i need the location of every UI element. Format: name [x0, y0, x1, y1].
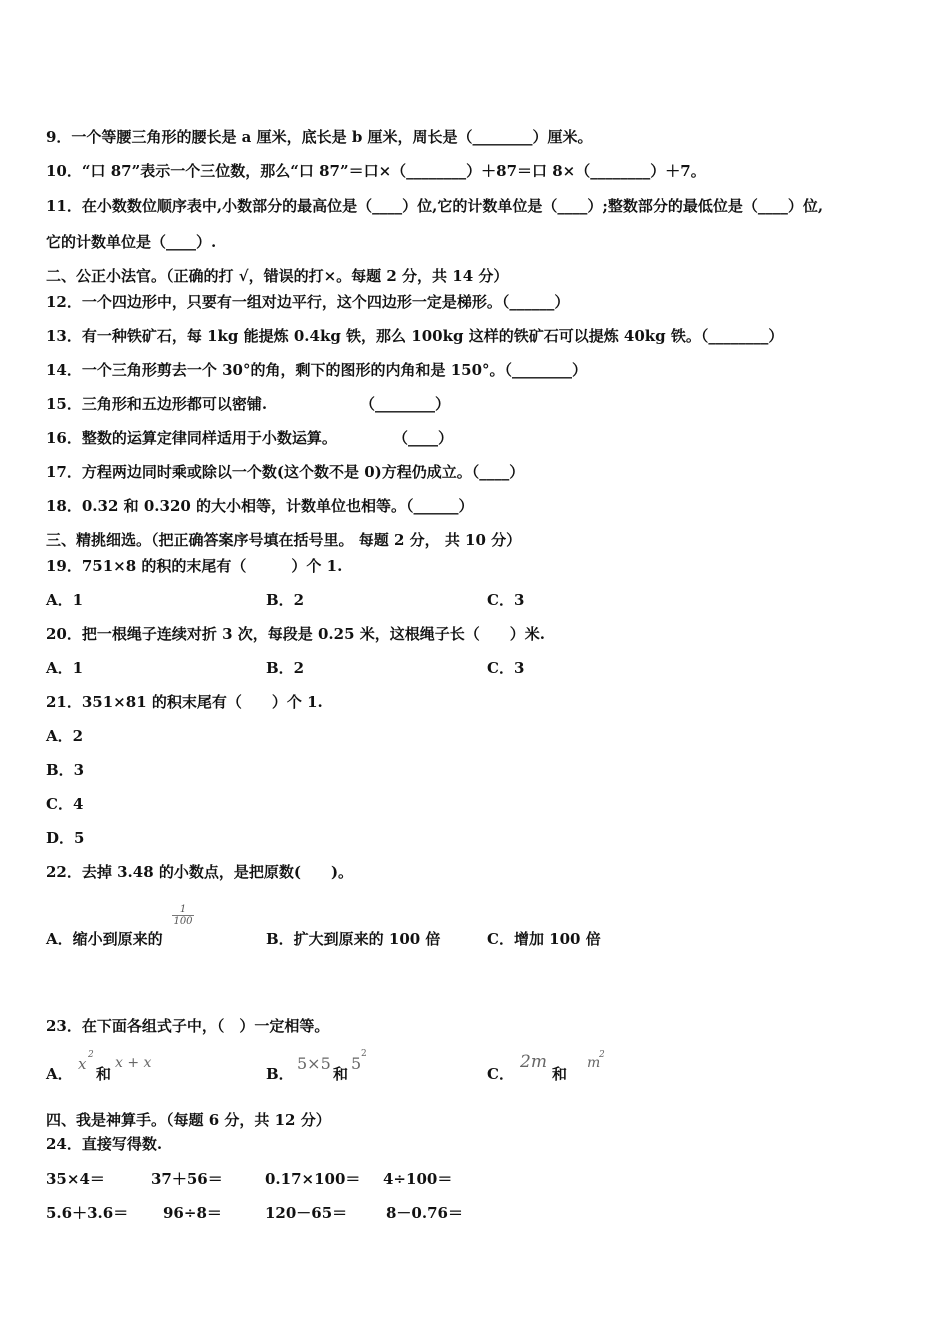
question-16: 16．整数的运算定律同样适用于小数运算。 — [46, 429, 337, 447]
q23-a-and: 和 — [96, 1065, 112, 1083]
q20-option-c: C．3 — [487, 659, 525, 677]
q19-option-c: C．3 — [487, 591, 525, 609]
section-4-heading: 四、我是神算手。（每题 6 分，共 12 分） — [46, 1111, 331, 1129]
q23-b-product: 5×5 — [297, 1054, 331, 1073]
q23-c-m: m — [587, 1055, 601, 1071]
question-11-line2: 它的计数单位是（____）. — [46, 233, 217, 251]
q23-a-exponent: 2 — [88, 1050, 94, 1060]
question-12: 12．一个四边形中，只要有一组对边平行，这个四边形一定是梯形。（______） — [46, 293, 570, 311]
question-14: 14．一个三角形剪去一个 30°的角，剩下的图形的内角和是 150°。（________） — [46, 361, 588, 379]
calc-r1-c2: 37＋56＝ — [151, 1170, 223, 1188]
q20-option-b: B．2 — [266, 659, 305, 677]
q22-option-b: B．扩大到原来的 100 倍 — [266, 930, 441, 948]
q23-a-x: x — [78, 1055, 87, 1073]
calc-r1-c1: 35×4＝ — [46, 1170, 105, 1188]
fraction-denominator: 100 — [173, 916, 193, 927]
calc-r2-c1: 5.6＋3.6＝ — [46, 1204, 129, 1222]
question-11-line1: 11．在小数数位顺序表中,小数部分的最高位是（____）位,它的计数单位是（____）;整数部分的最低位是（____）位, — [46, 197, 824, 215]
q23-option-a: A． — [46, 1065, 73, 1083]
fraction-numerator: 1 — [179, 904, 187, 915]
q23-b-and: 和 — [333, 1065, 349, 1083]
calc-r2-c3: 120－65＝ — [265, 1204, 348, 1222]
q20-option-a: A．1 — [46, 659, 84, 677]
q23-c-exponent: 2 — [599, 1050, 605, 1060]
calc-r1-c3: 0.17×100＝ — [265, 1170, 361, 1188]
question-20: 20．把一根绳子连续对折 3 次，每段是 0.25 米，这根绳子长（ ）米. — [46, 625, 545, 643]
q19-option-a: A．1 — [46, 591, 84, 609]
calc-r2-c2: 96÷8＝ — [163, 1204, 222, 1222]
q23-b-exponent: 2 — [361, 1049, 367, 1059]
q23-option-c: C． — [487, 1065, 514, 1083]
question-15-blank: （________） — [360, 395, 451, 413]
calc-r1-c4: 4÷100＝ — [383, 1170, 453, 1188]
section-2-heading: 二、公正小法官。（正确的打 √，错误的打×。每题 2 分，共 14 分） — [46, 267, 509, 285]
q22-option-c: C．增加 100 倍 — [487, 930, 601, 948]
q23-c-2m: 2m — [520, 1052, 547, 1072]
question-21: 21．351×81 的积末尾有（ ）个 1. — [46, 693, 323, 711]
q22-fraction — [172, 904, 194, 927]
question-16-blank: （____） — [393, 429, 454, 447]
question-10: 10．“口 87”表示一个三位数，那么“口 87”＝口×（________）＋87＝口 8×（________）＋7。 — [46, 162, 706, 180]
question-18: 18．0.32 和 0.320 的大小相等，计数单位也相等。（______） — [46, 497, 474, 515]
q23-c-and: 和 — [552, 1065, 568, 1083]
question-17: 17．方程两边同时乘或除以一个数(这个数不是 0)方程仍成立。（____） — [46, 463, 525, 481]
question-9: 9．一个等腰三角形的腰长是 a 厘米，底长是 b 厘米，周长是（________）厘米。 — [46, 128, 593, 146]
calc-r2-c4: 8－0.76＝ — [386, 1204, 463, 1222]
q21-option-c: C．4 — [46, 795, 84, 813]
q21-option-b: B．3 — [46, 761, 85, 779]
question-24: 24．直接写得数. — [46, 1135, 163, 1153]
question-13: 13．有一种铁矿石，每 1kg 能提炼 0.4kg 铁，那么 100kg 这样的铁矿石可以提炼 40kg 铁。（________） — [46, 327, 784, 345]
q21-option-a: A．2 — [46, 727, 84, 745]
section-3-heading: 三、精挑细选。（把正确答案序号填在括号里。 每题 2 分， 共 10 分） — [46, 531, 522, 549]
question-23: 23．在下面各组式子中，（ ）一定相等。 — [46, 1017, 330, 1035]
q23-a-sum: x + x — [115, 1055, 152, 1071]
q21-option-d: D．5 — [46, 829, 85, 847]
q22-option-a: A．缩小到原来的 — [46, 930, 163, 948]
question-19: 19．751×8 的积的末尾有（ ）个 1. — [46, 557, 343, 575]
q23-option-b: B． — [266, 1065, 294, 1083]
q19-option-b: B．2 — [266, 591, 305, 609]
q23-b-five: 5 — [351, 1054, 362, 1073]
question-15: 15．三角形和五边形都可以密铺. — [46, 395, 268, 413]
question-22: 22．去掉 3.48 的小数点，是把原数( )。 — [46, 863, 354, 881]
